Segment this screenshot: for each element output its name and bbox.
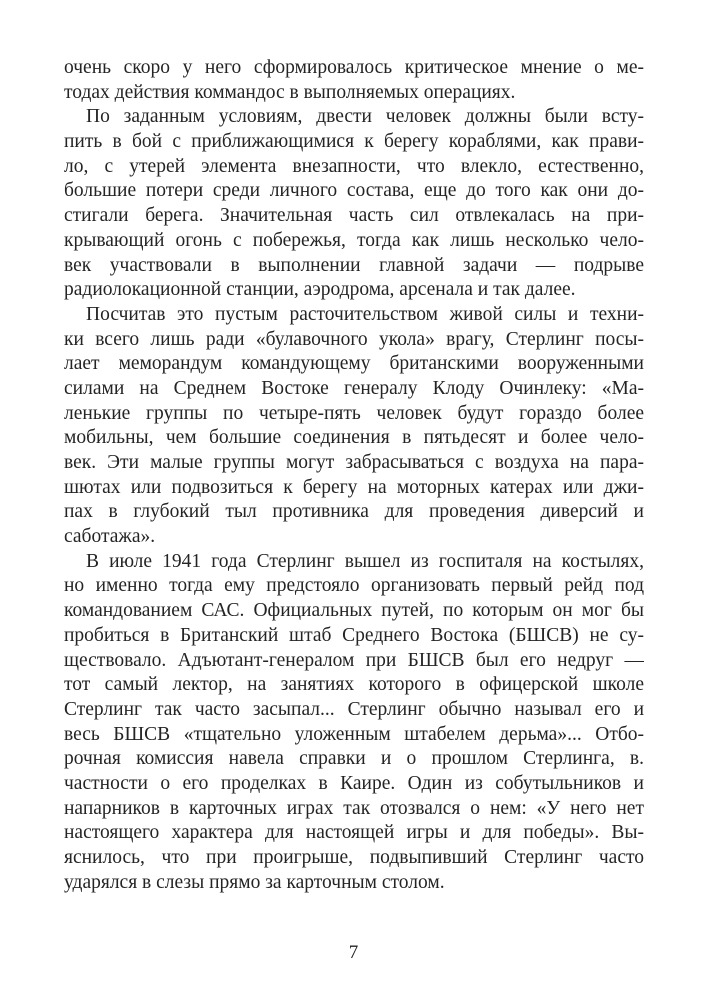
text-line: стигали берега. Значительная часть сил отвлекалась на при-: [64, 205, 644, 227]
text-line: рочная комиссия навела справки и о прошлом Стерлинга, в.: [64, 748, 644, 770]
text-line: век участвовали в выполнении главной задачи — подрыве: [64, 254, 644, 276]
text-line: мобильны, чем большие соединения в пятьдесят и более чело-: [64, 427, 644, 449]
text-line: Стерлинг так часто засыпал... Стерлинг обычно называл его и: [64, 698, 644, 720]
text-line: но именно тогда ему предстояло организовать первый рейд под: [64, 575, 644, 597]
text-line: ло, с утерей элемента внезапности, что влекло, естественно,: [64, 155, 644, 177]
text-line: ударялся в слезы прямо за карточным столом.: [64, 871, 445, 893]
text-line: ки всего лишь ради «булавочного укола» врагу, Стерлинг посы-: [64, 328, 644, 350]
text-line: весь БШСВ «тщательно уложенным штабелем дерьма»... Отбо-: [64, 723, 644, 745]
page-text: [64, 56, 644, 895]
text-line: пах в глубокий тыл противника для проведения диверсий и: [64, 501, 644, 523]
text-line: ленькие группы по четыре-пять человек будут гораздо более: [64, 402, 644, 424]
text-line: частности о его проделках в Каире. Один из собутыльников и: [64, 772, 644, 794]
text-line: саботажа».: [64, 526, 156, 548]
text-line: По заданным условиям, двести человек должны были всту-: [86, 106, 644, 128]
paragraph: [64, 303, 644, 550]
paragraph: [64, 105, 644, 303]
text-line: тот самый лектор, на занятиях которого в офицерской школе: [64, 674, 644, 696]
paragraph: [64, 56, 644, 105]
text-line: тодах действия коммандос в выполняемых операциях.: [64, 81, 516, 103]
text-line: шютах или подвозиться к берегу на моторных катерах или джи-: [64, 476, 644, 498]
text-line: силами на Среднем Востоке генералу Клоду Очинлеку: «Ма-: [64, 377, 644, 399]
page-number: 7: [348, 942, 359, 963]
text-line: командованием САС. Официальных путей, по которым он мог бы: [64, 600, 644, 622]
text-line: очень скоро у него сформировалось критическое мнение о ме-: [64, 57, 644, 78]
text-line: пробиться в Британский штаб Среднего Востока (БШСВ) не су-: [64, 624, 644, 646]
paragraph: [64, 550, 644, 896]
text-line: ществовало. Адъютант-генералом при БШСВ был его недруг —: [64, 649, 644, 671]
text-line: Посчитав это пустым расточительством живой силы и техни-: [86, 303, 644, 325]
text-line: лает меморандум командующему британскими вооруженными: [64, 353, 644, 375]
text-line: В июле 1941 года Стерлинг вышел из госпиталя на костылях,: [86, 550, 644, 572]
text-line: яснилось, что при проигрыше, подвыпивший Стерлинг часто: [64, 847, 644, 868]
text-line: пить в бой с приближающимися к берегу кораблями, как прави-: [64, 131, 644, 153]
text-line: большие потери среди личного состава, еще до того как они до-: [64, 180, 644, 202]
text-line: напарников в карточных играх так отозвался о нем: «У него нет: [64, 797, 644, 819]
text-line: крывающий огонь с побережья, тогда как лишь несколько чело-: [64, 229, 644, 251]
text-line: век. Эти малые группы могут забрасываться с воздуха на пара-: [64, 452, 644, 473]
text-line: настоящего характера для настоящей игры и для победы». Вы-: [64, 822, 644, 844]
text-line: радиолокационной станции, аэродрома, арсенала и так далее.: [64, 279, 576, 301]
